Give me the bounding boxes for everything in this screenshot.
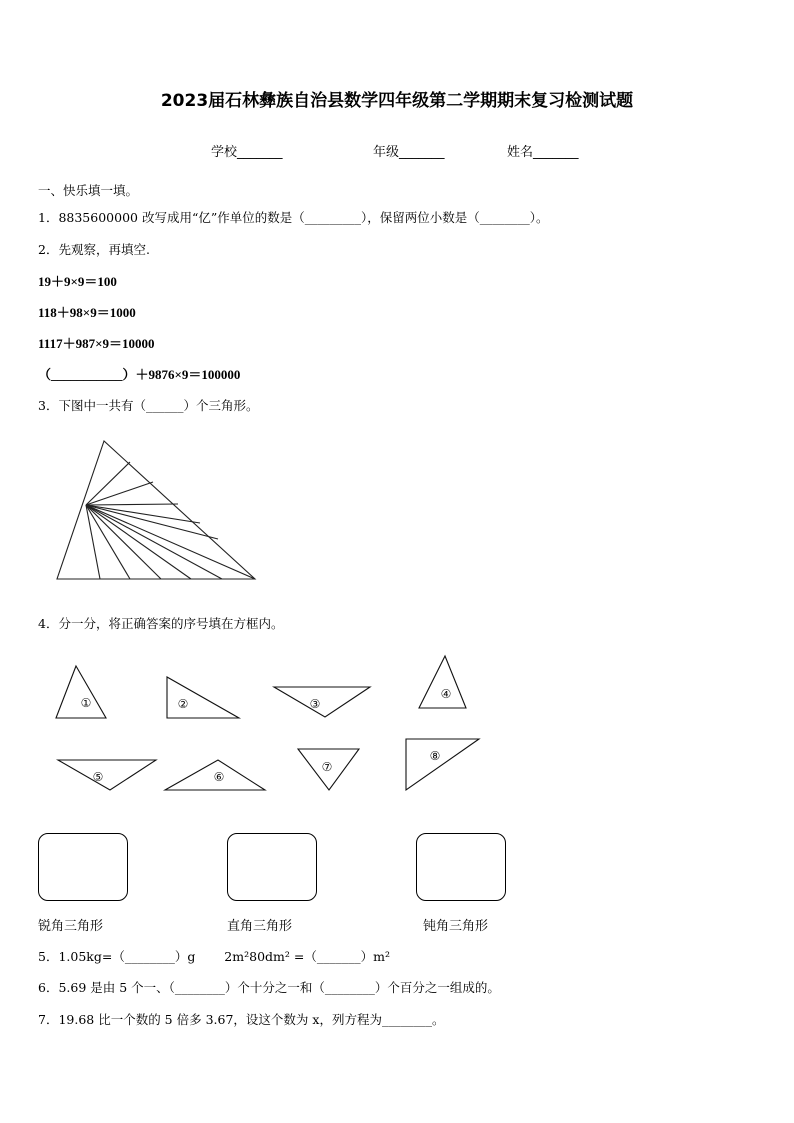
box-label-obtuse: 钝角三角形: [423, 919, 489, 934]
shape-label-3: ③: [309, 697, 321, 711]
question-3: 3．下图中一共有（______）个三角形。: [38, 398, 259, 413]
triangle-3: [274, 687, 370, 717]
page-title: 2023届石林彝族自治县数学四年级第二学期期末复习检测试题: [160, 91, 634, 111]
box-label-right: 直角三角形: [227, 919, 293, 934]
answer-box-right[interactable]: [227, 833, 317, 901]
question-5: 5．1.05kg=（________）g 2m²80dm² =（_______）m²: [38, 949, 390, 964]
name-field: 姓名_______: [507, 145, 579, 160]
triangles-figure: [40, 650, 500, 800]
shape-label-8: ⑧: [429, 749, 441, 763]
grade-field: 年级_______: [373, 145, 445, 160]
equation-line-3: 1117＋987×9＝10000: [38, 336, 155, 351]
section-heading: 一、快乐填一填。: [38, 183, 139, 198]
question-1: 1．8835600000 改写成用“亿”作单位的数是（_________），保留两位小数是（________）。: [38, 210, 549, 225]
school-field: 学校_______: [211, 145, 283, 160]
shape-label-5: ⑤: [92, 770, 104, 784]
fan-triangle-figure: [50, 435, 265, 585]
question-2: 2．先观察，再填空.: [38, 242, 150, 257]
shape-label-4: ④: [440, 687, 452, 701]
shape-label-7: ⑦: [321, 760, 333, 774]
triangle-8: [406, 739, 479, 790]
equation-line-4: （___________）＋9876×9＝100000: [38, 367, 241, 382]
equation-line-1: 19＋9×9＝100: [38, 274, 117, 289]
question-4: 4．分一分，将正确答案的序号填在方框内。: [38, 616, 284, 631]
answer-box-acute[interactable]: [38, 833, 128, 901]
answer-box-obtuse[interactable]: [416, 833, 506, 901]
shape-label-2: ②: [177, 697, 189, 711]
triangle-5: [58, 760, 156, 790]
question-6: 6．5.69 是由 5 个一、（________）个十分之一和（________）个百分之一组成的。: [38, 980, 500, 995]
box-label-acute: 锐角三角形: [38, 919, 104, 934]
triangle-1: [56, 666, 106, 718]
question-7: 7．19.68 比一个数的 5 倍多 3.67，设这个数为 x，列方程为________。: [38, 1012, 445, 1027]
equation-line-2: 118＋98×9＝1000: [38, 305, 136, 320]
shape-label-1: ①: [80, 696, 92, 710]
shape-label-6: ⑥: [213, 770, 225, 784]
